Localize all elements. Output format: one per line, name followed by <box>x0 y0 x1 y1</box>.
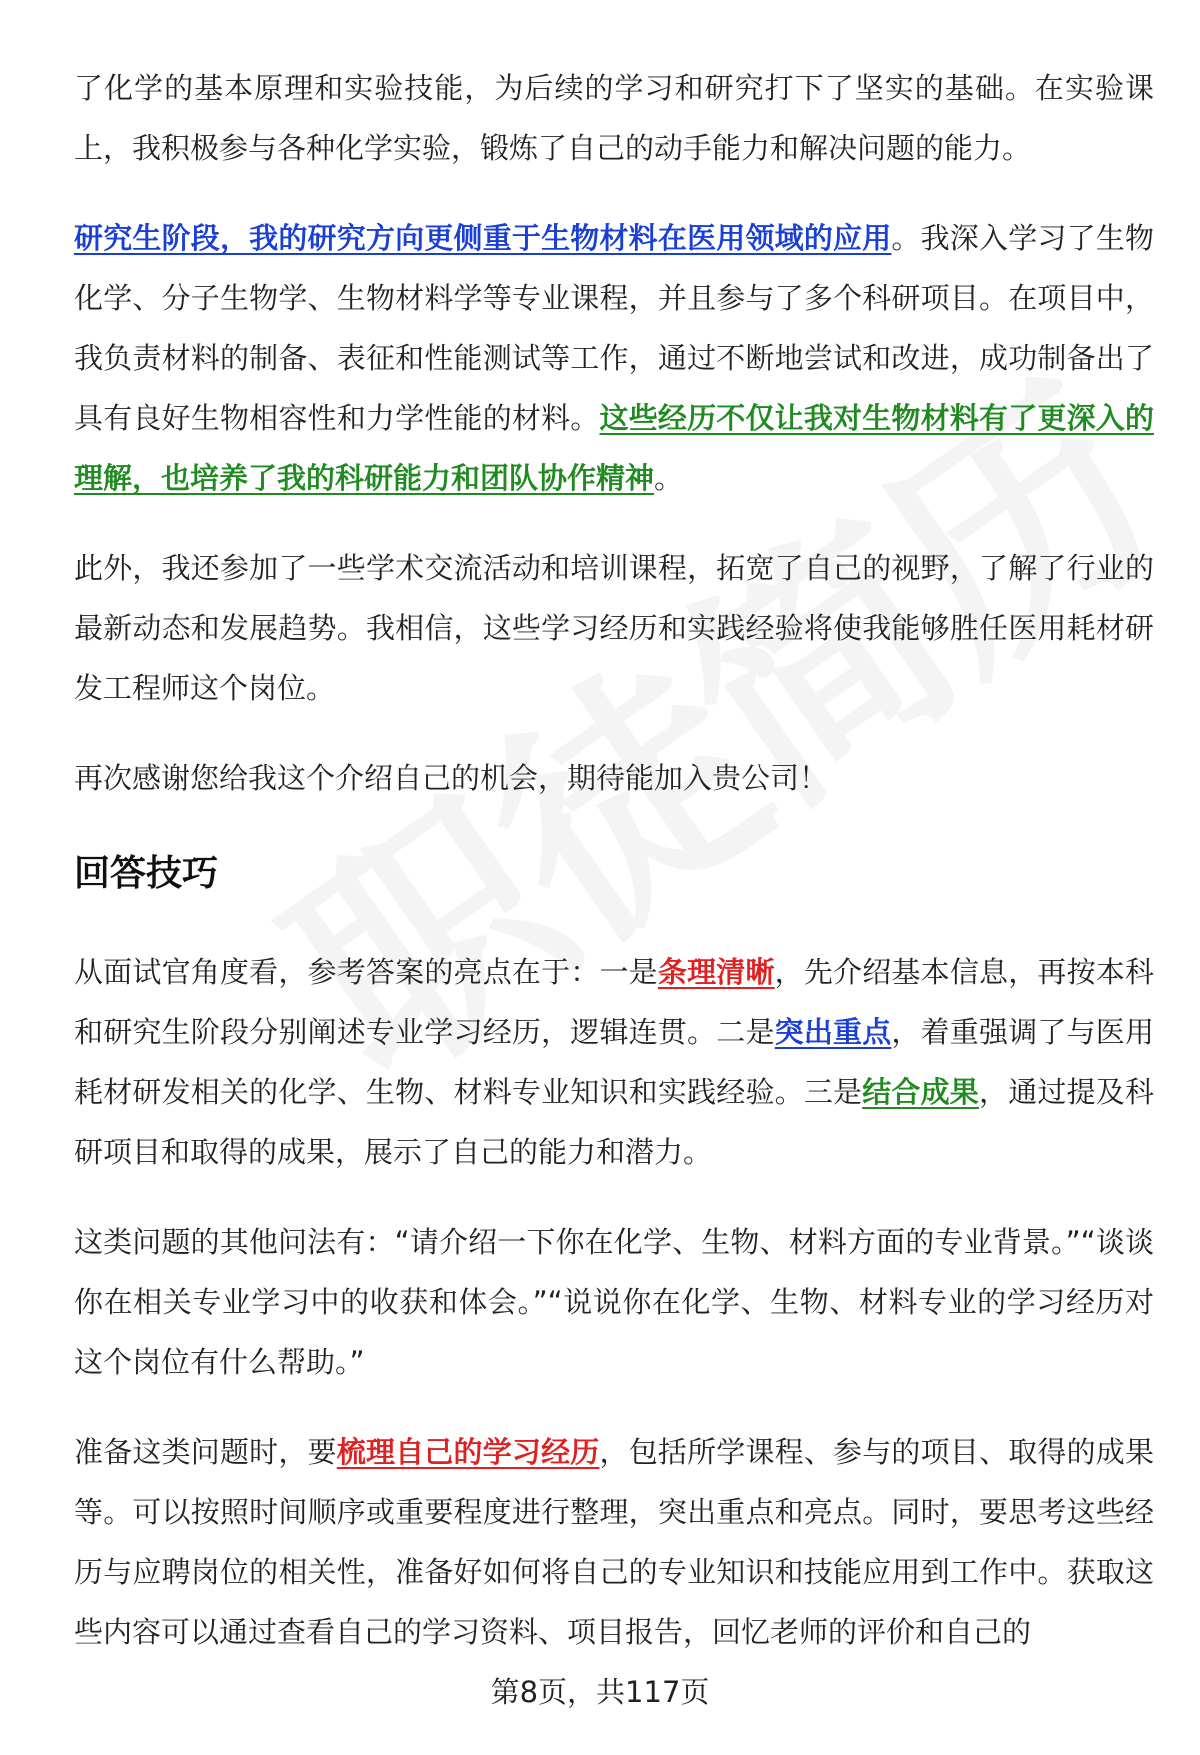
tips-paragraphs <box>74 942 1154 1662</box>
highlight-text: 研究生阶段，我的研究方向更侧重于生物材料在医用领域的应用 <box>74 221 892 255</box>
paragraph-text: 此外，我还参加了一些学术交流活动和培训课程，拓宽了自己的视野，了解了行业的最新动态和发展趋势。我相信，这些学习经历和实践经验将使我能够胜任医用耗材研发工程师这个岗位。 <box>74 551 1154 705</box>
paragraph <box>74 1422 1154 1662</box>
paragraph <box>74 1212 1154 1392</box>
paragraph-text: 再次感谢您给我这个介绍自己的机会，期待能加入贵公司！ <box>74 761 829 795</box>
paragraph-text: 准备这类问题时，要 <box>74 1435 337 1469</box>
paragraph-text: 了化学的基本原理和实验技能，为后续的学习和研究打下了坚实的基础。在实验课上，我积极参与各种化学实验，锻炼了自己的动手能力和解决问题的能力。 <box>74 71 1154 165</box>
page-footer: 第8页，共117页 <box>490 1675 710 1709</box>
highlight-text: 这些经历不仅让我对生物材料有了更深入的理解，也培养了我的科研能力和团队协作精神 <box>74 401 1154 495</box>
paragraph-text: ，先介绍基本信息，再按本科和研究生阶段分别阐述专业学习经历，逻辑连贯。二是 <box>74 955 1154 1049</box>
paragraph-text: 。 <box>654 461 684 495</box>
paragraph-text: ，通过提及科研项目和取得的成果，展示了自己的能力和潜力。 <box>74 1075 1154 1169</box>
paragraph-text: 这类问题的其他问法有：“请介绍一下你在化学、生物、材料方面的专业背景。”“谈谈你在相关专业学习中的收获和体会。”“说说你在化学、生物、材料专业的学习经历对这个岗位有什么帮助。” <box>74 1225 1154 1379</box>
highlight-text: 结合成果 <box>862 1075 979 1109</box>
paragraph-text: 。我深入学习了生物化学、分子生物学、生物材料学等专业课程，并且参与了多个科研项目。在项目中，我负责材料的制备、表征和性能测试等工作，通过不断地尝试和改进，成功制备出了具有良好生物相容性和力学性能的材料。 <box>74 221 1154 435</box>
paragraph-text: ，包括所学课程、参与的项目、取得的成果等。可以按照时间顺序或重要程度进行整理，突出重点和亮点。同时，要思考这些经历与应聘岗位的相关性，准备好如何将自己的专业知识和技能应用到工作中。获取这些内容可以通过查看自己的学习资料、项目报告，回忆老师的评价和自己的 <box>74 1435 1154 1649</box>
highlight-text: 突出重点 <box>774 1015 892 1049</box>
paragraph <box>74 538 1154 718</box>
paragraph <box>74 748 1154 808</box>
paragraph <box>74 942 1154 1182</box>
document-body <box>74 58 1154 1692</box>
section-title: 回答技巧 <box>74 853 219 894</box>
paragraph-text: ，着重强调了与医用耗材研发相关的化学、生物、材料专业知识和实践经验。三是 <box>74 1015 1154 1109</box>
paragraph-text: 从面试官角度看，参考答案的亮点在于：一是 <box>74 955 658 989</box>
paragraph <box>74 208 1154 508</box>
highlight-text: 条理清晰 <box>657 955 775 989</box>
highlight-text: 梳理自己的学习经历 <box>336 1435 600 1469</box>
answer-paragraphs <box>74 58 1154 808</box>
paragraph <box>74 58 1154 178</box>
